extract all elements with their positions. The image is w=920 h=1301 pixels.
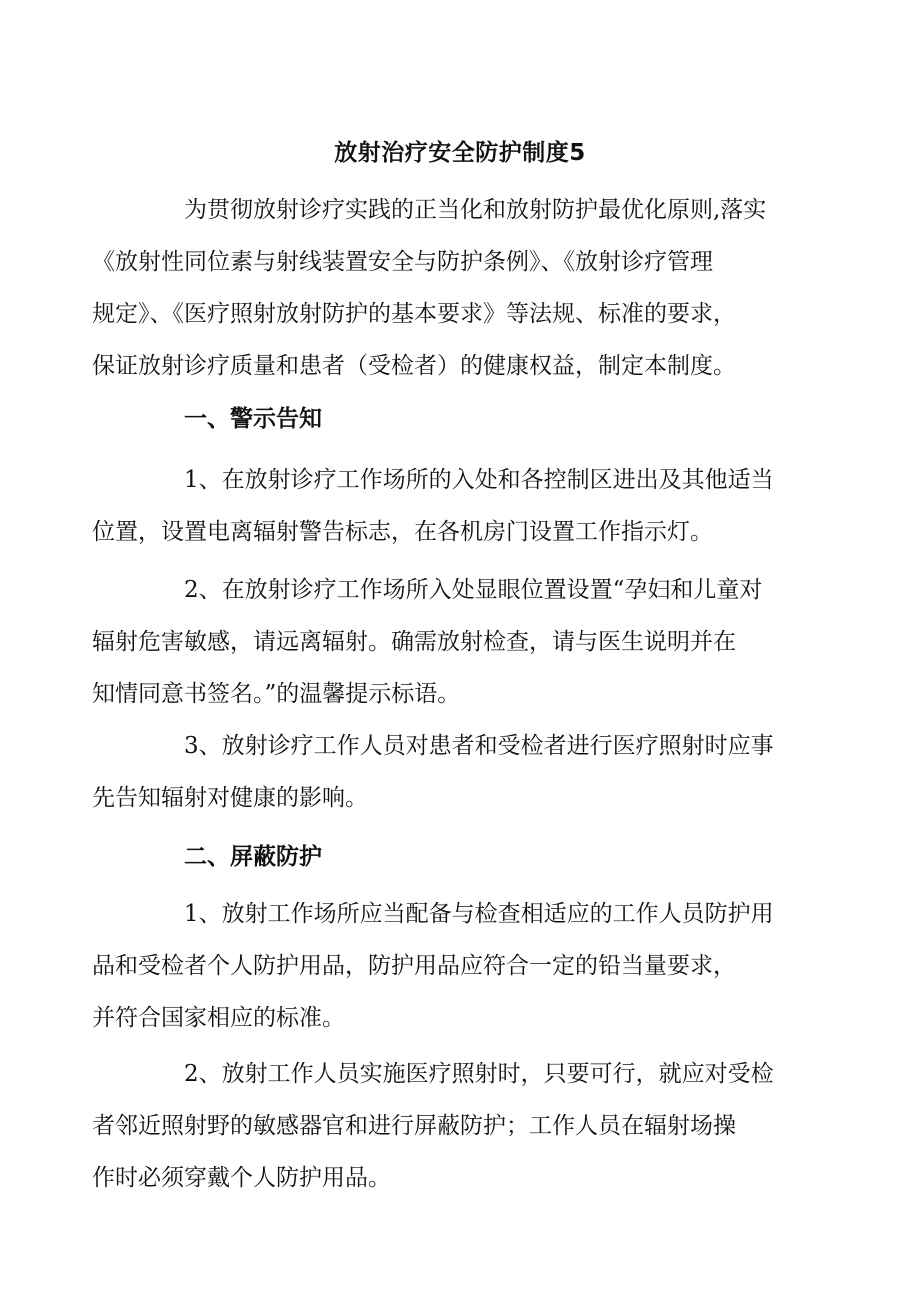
intro-line: 为贯彻放射诊疗实践的正当化和放射防护最优化原则,落实: [184, 197, 767, 223]
paragraph-line: 作时必须穿戴个人防护用品。: [92, 1165, 391, 1191]
paragraph-line: 辐射危害敏感，请远离辐射。确需放射检查，请与医生说明并在: [92, 629, 736, 655]
paragraph-line: 并符合国家相应的标准。: [92, 1005, 345, 1031]
paragraph-line: 知情同意书签名。”的温馨提示标语。: [92, 681, 461, 707]
paragraph-line: 2、放射工作人员实施医疗照射时，只要可行，就应对受检: [184, 1061, 774, 1087]
intro-line: 规定》、《医疗照射放射防护的基本要求》等法规、标准的要求，: [92, 301, 736, 327]
paragraph-line: 位置，设置电离辐射警告标志，在各机房门设置工作指示灯。: [92, 519, 713, 545]
shielding-item-1: [92, 888, 786, 1044]
section-heading-warning: 一、警示告知: [184, 406, 322, 432]
warning-item-3: [92, 720, 786, 824]
paragraph-line: 1、放射工作场所应当配备与检查相适应的工作人员防护用: [184, 901, 774, 927]
paragraph-line: 3、放射诊疗工作人员对患者和受检者进行医疗照射时应事: [184, 733, 774, 759]
paragraph-line: 先告知辐射对健康的影响。: [92, 785, 368, 811]
intro-line: 《放射性同位素与射线装置安全与防护条例》、《放射诊疗管理: [92, 249, 713, 275]
section-heading-shielding: 二、屏蔽防护: [184, 844, 322, 870]
shielding-item-2: [92, 1048, 786, 1204]
paragraph-line: 品和受检者个人防护用品，防护用品应符合一定的铅当量要求，: [92, 953, 736, 979]
paragraph-line: 1、在放射诊疗工作场所的入处和各控制区进出及其他适当: [184, 467, 774, 493]
warning-item-1: [92, 454, 786, 558]
paragraph-line: 者邻近照射野的敏感器官和进行屏蔽防护；工作人员在辐射场操: [92, 1113, 736, 1139]
intro-paragraph: [92, 184, 786, 392]
intro-line: 保证放射诊疗质量和患者（受检者）的健康权益，制定本制度。: [92, 353, 736, 379]
warning-item-2: [92, 564, 786, 720]
paragraph-line: 2、在放射诊疗工作场所入处显眼位置设置“孕妇和儿童对: [184, 577, 763, 603]
document-title: 放射治疗安全防护制度5: [334, 140, 586, 166]
